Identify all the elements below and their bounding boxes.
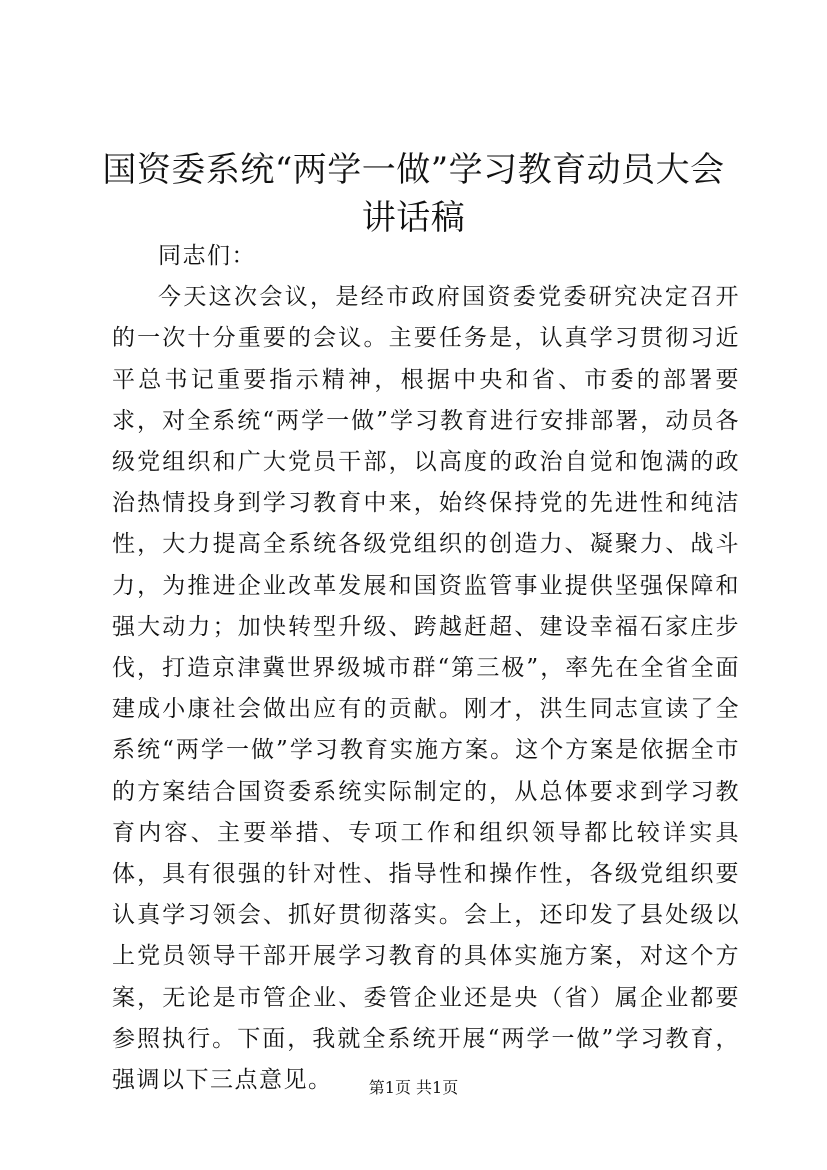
salutation: 同志们： bbox=[158, 243, 256, 269]
document-body bbox=[112, 236, 740, 1101]
page-number-footer: 第1页 共1页 bbox=[368, 1078, 459, 1097]
body-paragraph: 今天这次会议，是经市政府国资委党委研究决定召开的一次十分重要的会议。主要任务是，认真学习贯彻习近平总书记重要指示精神，根据中央和省、市委的部署要求，对全系统“两学一做”学习教育进行安排部署，动员各级党组织和广大党员干部，以高度的政治自觉和饱满的政治热情投身到学习教育中来，始终保持党的先进性和纯洁性，大力提高全系统各级党组织的创造力、凝聚力、战斗力，为推进企业改革发展和国资监管事业提供坚强保障和强大动力；加快转型升级、跨越赶超、建设幸福石家庄步伐，打造京津冀世界级城市群“第三极”，率先在全省全面建成小康社会做出应有的贡献。刚才，洪生同志宣读了全系统“两学一做”学习教育实施方案。这个方案是依据全市的方案结合国资委系统实际制定的，从总体要求到学习教育内容、主要举措、专项工作和组织领导都比较详实具体，具有很强的针对性、指导性和操作性，各级党组织要认真学习领会、抓好贯彻落实。会上，还印发了县处级以上党员领导干部开展学习教育的具体实施方案，对这个方案，无论是市管企业、委管企业还是央（省）属企业都要参照执行。下面，我就全系统开展“两学一做”学习教育，强调以下三点意见。 bbox=[112, 284, 740, 1094]
document-title: 国资委系统“两学一做”学习教育动员大会讲话稿 bbox=[102, 150, 725, 238]
